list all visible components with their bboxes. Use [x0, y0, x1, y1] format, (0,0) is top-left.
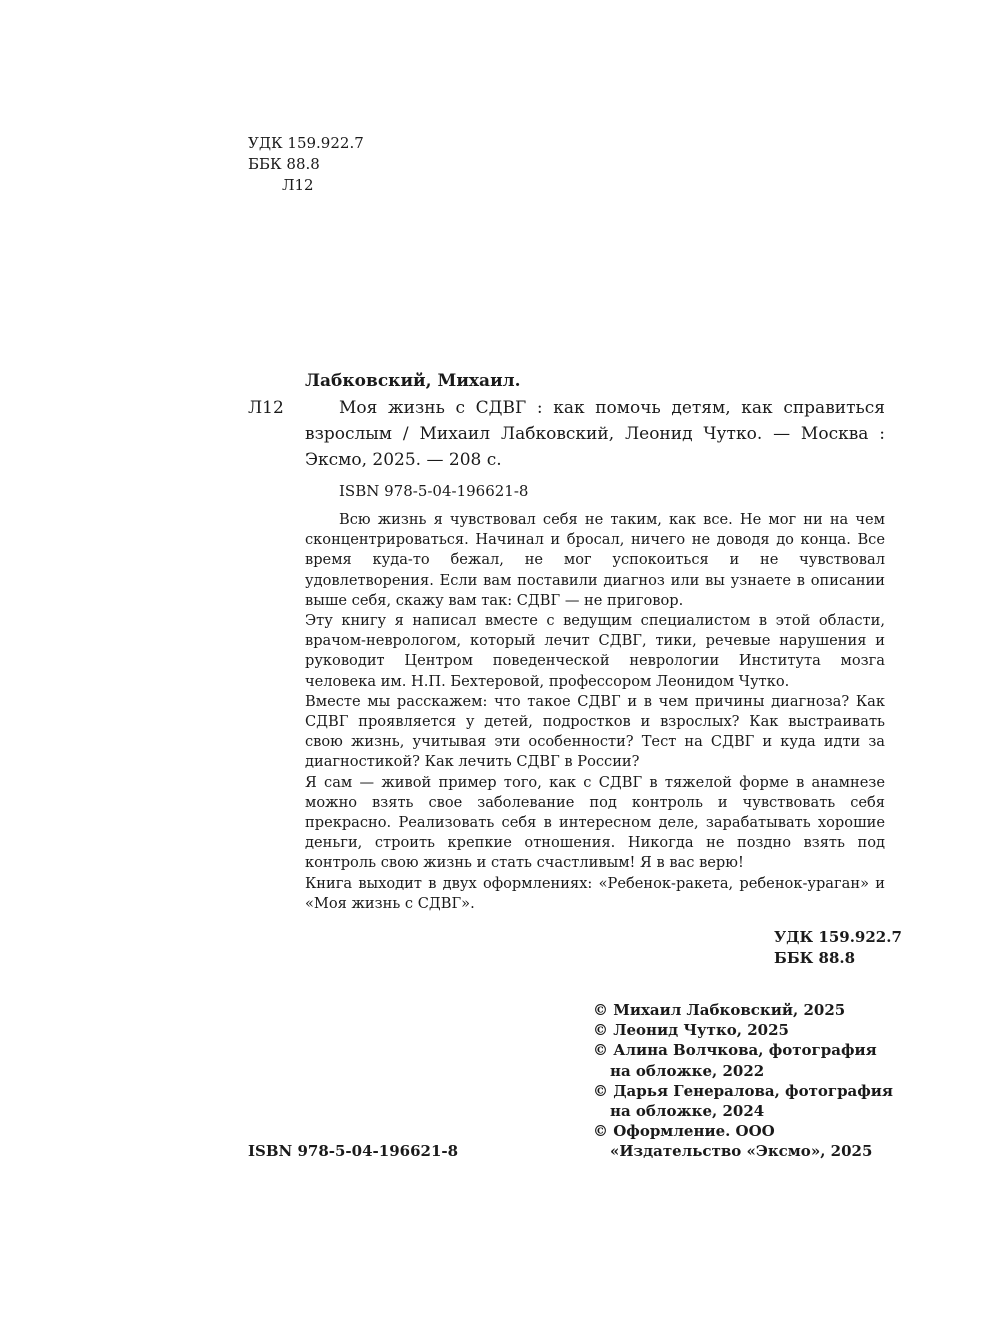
annotation-paragraph: Книга выходит в двух оформлениях: «Ребенок-ракета, ребенок-ураган» и «Моя жизнь с СДВГ».: [305, 874, 885, 912]
annotation-paragraph: Вместе мы расскажем: что такое СДВГ и в чем причины диагноза? Как СДВГ проявляется у детей, подростков и взрослых? Как выстраивать свою жизнь, учитывая эти особенности? Тест на СДВГ и куда идти за диагностикой? Как лечить СДВГ в России?: [305, 692, 885, 771]
udk-code: УДК 159.922.7: [774, 928, 902, 946]
title-description: Моя жизнь с СДВГ : как помочь детям, как справиться взрослым / Михаил Лабковский, Леонид Чутко. — Москва : Эксмо, 2025. — 208 с.: [305, 398, 885, 470]
author-cutter-code: Л12: [282, 176, 314, 194]
annotation-paragraph: Всю жизнь я чувствовал себя не таким, как все. Не мог ни на чем сконцентрироваться. Начинал и бросал, ничего не доводя до конца. Все время куда-то бежал, не мог успокоиться и не чувствовал удовлетворения. Если вам поставили диагноз или вы узнаете в описании выше себя, скажу вам так: СДВГ — не приговор.: [305, 511, 885, 609]
bbk-code: ББК 88.8: [774, 949, 856, 967]
udk-code: УДК 159.922.7: [248, 134, 364, 152]
annotation-paragraph: Эту книгу я написал вместе с ведущим специалистом в этой области, врачом-неврологом, который лечит СДВГ, тики, речевые нарушения и руководит Центром поведенческой неврологии Института мозга человека им. Н.П. Бехтеровой, профессором Леонидом Чутко.: [305, 612, 885, 690]
annotation-text: [305, 510, 885, 914]
isbn-footer: ISBN 978-5-04-196621-8: [248, 1142, 459, 1160]
copyright-block: [593, 1000, 893, 1162]
isbn-entry: ISBN 978-5-04-196621-8: [339, 482, 529, 500]
copyright-line: © Оформление. ООО «Издательство «Эксмо», 2025: [593, 1122, 873, 1161]
author-heading: Лабковский, Михаил.: [305, 371, 521, 391]
annotation-paragraph: Я сам — живой пример того, как с СДВГ в тяжелой форме в анамнезе можно взять свое заболевание под контроль и чувствовать себя прекрасно. Реализовать себя в интересном деле, зарабатывать хорошие деньги, строить крепкие отношения. Никогда не поздно взять под контроль свою жизнь и стать счастливым! Я в вас верю!: [305, 773, 885, 872]
copyright-line: © Леонид Чутко, 2025: [593, 1021, 789, 1040]
copyright-line: © Алина Волчкова, фотография на обложке, 2022: [593, 1041, 877, 1080]
title-entry: [248, 395, 885, 473]
bbk-code: ББК 88.8: [248, 155, 320, 173]
copyright-line: © Дарья Генералова, фотография на обложке, 2024: [593, 1081, 894, 1121]
copyright-line: © Михаил Лабковский, 2025: [593, 1001, 846, 1019]
bibliographic-record: [248, 368, 885, 503]
cutter-mark: Л12: [248, 398, 284, 418]
classification-codes-top: [248, 133, 364, 196]
classification-codes-bottom: [774, 927, 902, 969]
